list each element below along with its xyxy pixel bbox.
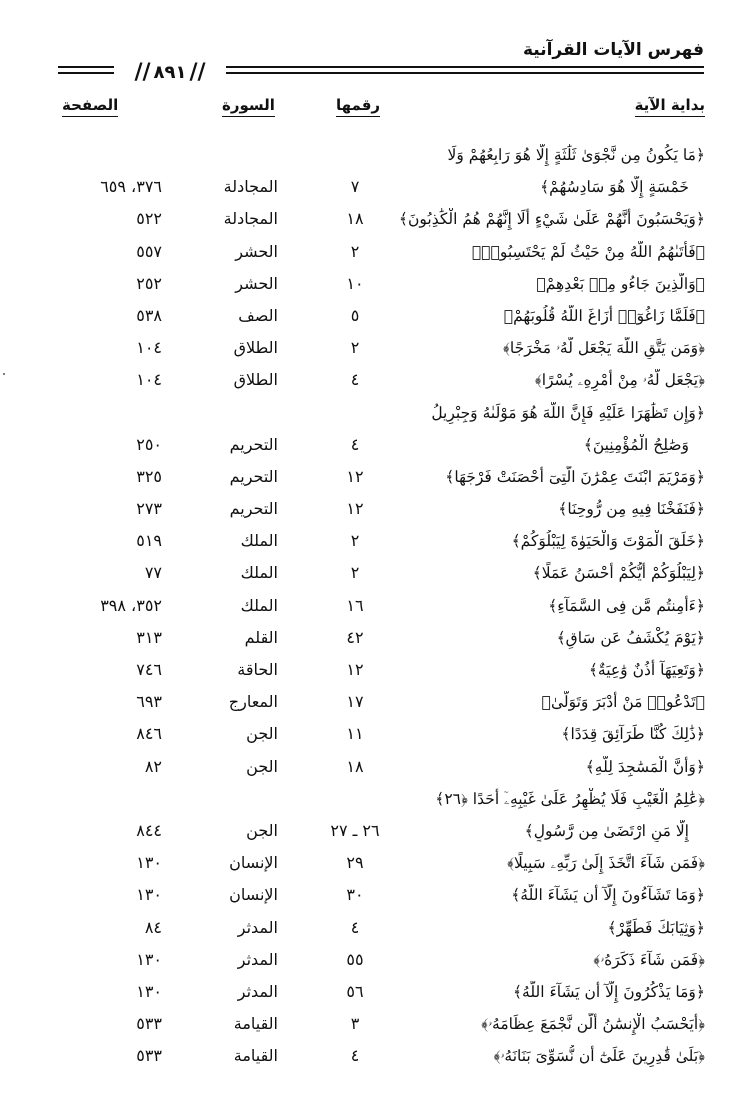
verse-number: ٧	[350, 177, 360, 197]
table-row	[0, 398, 749, 430]
verse-number: ٤	[350, 917, 360, 937]
sura-name: المدثر	[237, 917, 278, 937]
page-reference: ٥٣٣	[136, 1046, 162, 1066]
column-header-page: الصفحة	[62, 96, 118, 117]
table-row	[0, 365, 749, 397]
sura-name: الحاقة	[237, 660, 278, 679]
divider-mark: //	[134, 59, 151, 85]
table-row	[0, 655, 749, 687]
verse-text: ﴿فَنَفَخْنَا فِيهِ مِن رُّوحِنَا﴾	[558, 500, 705, 519]
page-reference: ١٠٤	[136, 370, 162, 390]
sura-name: التحريم	[229, 499, 278, 519]
column-header-verse-start: بداية الآية	[635, 96, 705, 117]
verse-text: ﴿لِيَبْلُوَكُمْ أَيُّكُمْ أَحْسَنُ عَمَلًا﴾	[532, 564, 705, 583]
verse-number: ١٦	[346, 595, 364, 615]
page-reference: ٢٥٠	[136, 434, 162, 454]
verse-text: ﴿خَلَقَ الْمَوْتَ وَالْحَيَوٰةَ لِيَبْلُوَكُمْ﴾	[511, 532, 705, 551]
column-header-sura: السورة	[222, 96, 275, 117]
table-row	[0, 591, 749, 623]
table-row	[0, 880, 749, 912]
page-reference: ٨٤٤	[136, 820, 162, 840]
verse-number: ٤	[350, 1046, 360, 1066]
verse-number: ٢٦ ـ ٢٧	[330, 820, 380, 840]
verse-number: ١٨	[346, 209, 364, 229]
table-row	[0, 623, 749, 655]
verse-number: ٥٦	[346, 981, 364, 1001]
running-header	[58, 36, 704, 88]
verse-number: ٣٠	[346, 885, 364, 905]
page-reference: ٥٥٧	[136, 241, 162, 261]
sura-name: القلم	[244, 627, 278, 647]
page-reference: ١٣٠	[136, 853, 162, 873]
verse-text: ﴿وَمَا تَشَآءُونَ إِلَّآ أَن يَشَآءَ اللَّهُ﴾	[511, 886, 705, 905]
verse-text: ﴿عَٰلِمُ الْغَيْبِ فَلَا يُظْهِرُ عَلَىٰ غَيْبِهِۦٓ أَحَدًا ﴿٢٦﴾	[435, 789, 705, 808]
sura-name: التحريم	[229, 466, 278, 486]
table-row	[0, 558, 749, 590]
verse-text: ﴿بَلَىٰ قَٰدِرِينَ عَلَىٰٓ أَن نُّسَوِّىَ بَنَانَهُۥ﴾	[493, 1047, 705, 1066]
page-reference: ٥٢٢	[136, 209, 162, 229]
verse-text: ﴿يَوْمَ يُكْشَفُ عَن سَاقٍ﴾	[556, 628, 705, 647]
table-row	[0, 945, 749, 977]
verse-text: ﴿وَمَا يَذْكُرُونَ إِلَّآ أَن يَشَآءَ اللَّهُ﴾	[512, 982, 705, 1001]
sura-name: الجن	[246, 724, 278, 744]
verse-number: ٢	[350, 241, 360, 261]
verse-text: ﴿ذَٰلِكَ كُنَّا طَرَآئِقَ قِدَدًا﴾	[561, 725, 705, 744]
verse-text: ﴿يَجْعَل لَّهُۥ مِنْ أَمْرِهِۦ يُسْرًا﴾	[534, 371, 705, 390]
table-row	[0, 752, 749, 784]
verse-number: ٤٢	[346, 627, 364, 647]
verse-text: ﴿تَدْعُوا۟ مَنْ أَدْبَرَ وَتَوَلَّىٰ﴾	[541, 693, 705, 712]
sura-name: القيامة	[233, 1014, 278, 1034]
page-reference: ٣٢٥	[136, 466, 162, 486]
verse-text: ﴿وَيَحْسَبُونَ أَنَّهُمْ عَلَىٰ شَيْءٍ أَلَا إِنَّهُمْ هُمُ الْكَٰذِبُونَ﴾	[398, 210, 705, 229]
table-row	[0, 140, 749, 172]
verse-number: ٥٥	[346, 949, 364, 969]
page-reference: ٥١٩	[136, 531, 162, 551]
table-row	[0, 237, 749, 269]
sura-name: الطلاق	[233, 338, 278, 358]
page-reference: ٣٧٦، ٦٥٩	[100, 177, 162, 197]
page-reference: ٨٤٦	[136, 724, 162, 744]
sura-name: الملك	[240, 563, 278, 583]
verse-text: ﴿وَتَعِيَهَآ أُذُنٌ وَٰعِيَةٌ﴾	[588, 661, 705, 679]
sura-name: المجادلة	[223, 209, 278, 229]
sura-name: المدثر	[237, 981, 278, 1001]
page-reference: ٢٥٢	[136, 273, 162, 293]
table-row	[0, 172, 749, 204]
sura-name: المعارج	[228, 692, 278, 712]
table-row	[0, 1009, 749, 1041]
page-reference: ١٠٤	[136, 338, 162, 358]
sura-name: الطلاق	[233, 370, 278, 390]
verse-text: ﴿وَأَنَّ الْمَسَٰجِدَ لِلَّهِ﴾	[585, 757, 705, 776]
verse-text: ﴿فَمَن شَآءَ اتَّخَذَ إِلَىٰ رَبِّهِۦ سَبِيلًا﴾	[507, 854, 705, 873]
table-row	[0, 526, 749, 558]
verse-number: ٢	[350, 563, 360, 583]
verse-text: خَمْسَةٍ إِلَّا هُوَ سَادِسُهُمْ﴾	[540, 178, 689, 197]
page-reference: ٣١٣	[136, 627, 162, 647]
table-row	[0, 816, 749, 848]
sura-name: الملك	[240, 595, 278, 615]
verse-text: إِلَّا مَنِ ارْتَضَىٰ مِن رَّسُولٍ﴾	[524, 821, 689, 840]
page-reference: ٢٧٣	[136, 499, 162, 519]
verse-text: ﴿فَمَن شَآءَ ذَكَرَهُۥ﴾	[593, 950, 705, 969]
verse-text: ﴿وَالَّذِينَ جَاءُو مِنۢ بَعْدِهِمْ﴾	[536, 274, 705, 293]
table-row	[0, 204, 749, 236]
column-header-verse-number: رقمها	[336, 96, 380, 117]
sura-name: القيامة	[233, 1046, 278, 1066]
verse-number: ٥	[350, 305, 360, 325]
table-row	[0, 333, 749, 365]
header-title: فهرس الآيات القرآنية	[522, 40, 704, 60]
table-row	[0, 913, 749, 945]
verse-number: ٢٩	[346, 853, 364, 873]
verse-text: ﴿وَمَرْيَمَ ابْنَتَ عِمْرَٰنَ الَّتِىٓ أَحْصَنَتْ فَرْجَهَا﴾	[445, 467, 705, 486]
scan-speck	[3, 373, 5, 375]
page-number-box	[114, 58, 226, 86]
verse-text: ﴿ءَأَمِنتُم مَّن فِى السَّمَآءِ﴾	[548, 596, 705, 615]
verse-number: ١٧	[346, 692, 364, 712]
verse-text: ﴿فَلَمَّا زَاغُوٓا۟ أَزَاغَ اللَّهُ قُلُوبَهُمْ﴾	[503, 306, 705, 325]
page-reference: ١٣٠	[136, 885, 162, 905]
page-reference: ٨٢	[144, 756, 162, 776]
verse-text: ﴿وَثِيَابَكَ فَطَهِّرْ﴾	[607, 918, 705, 937]
table-row	[0, 848, 749, 880]
verse-number: ١٢	[346, 499, 364, 519]
verse-text: ﴿وَمَن يَتَّقِ اللَّهَ يَجْعَل لَّهُۥ مَخْرَجًا﴾	[503, 339, 705, 358]
verse-text: ﴿وَإِن تَظَٰهَرَا عَلَيْهِ فَإِنَّ اللَّهَ هُوَ مَوْلَىٰهُ وَجِبْرِيلُ	[431, 403, 705, 422]
table-row	[0, 494, 749, 526]
sura-name: الصف	[238, 305, 278, 325]
page-number: ٨٩١	[153, 61, 187, 83]
verse-text: وَصَٰلِحُ الْمُؤْمِنِينَ﴾	[583, 435, 689, 454]
verse-number: ٤	[350, 434, 360, 454]
verse-number: ١١	[346, 724, 364, 744]
verse-number: ٢	[350, 531, 360, 551]
sura-name: الجن	[246, 820, 278, 840]
table-row	[0, 977, 749, 1009]
page-reference: ٥٣٣	[136, 1014, 162, 1034]
sura-name: الحشر	[235, 273, 278, 293]
page-reference: ٧٧	[144, 563, 162, 583]
sura-name: التحريم	[229, 434, 278, 454]
sura-name: الملك	[240, 531, 278, 551]
verse-number: ٢	[350, 338, 360, 358]
verse-number: ٤	[350, 370, 360, 390]
table-row	[0, 301, 749, 333]
verse-number: ٣	[350, 1014, 360, 1034]
verse-number: ١٠	[346, 273, 364, 293]
table-row	[0, 1041, 749, 1073]
verse-text: ﴿مَا يَكُونُ مِن نَّجْوَىٰ ثَلَٰثَةٍ إِلَّا هُوَ رَابِعُهُمْ وَلَا	[447, 146, 705, 164]
verse-number: ١٢	[346, 660, 364, 679]
sura-name: الجن	[246, 756, 278, 776]
page-reference: ٦٩٣	[136, 692, 162, 712]
page-reference: ١٣٠	[136, 949, 162, 969]
divider-mark: //	[189, 59, 206, 85]
table-row	[0, 430, 749, 462]
table-row	[0, 269, 749, 301]
verse-text: ﴿أَيَحْسَبُ الْإِنسَٰنُ أَلَّن نَّجْمَعَ عِظَامَهُۥ﴾	[481, 1015, 705, 1034]
page-reference: ٨٤	[144, 917, 162, 937]
verse-number: ١٨	[346, 756, 364, 776]
sura-name: المدثر	[237, 949, 278, 969]
page-reference: ٣٥٢، ٣٩٨	[100, 595, 162, 615]
sura-name: الإنسان	[229, 853, 278, 873]
sura-name: الإنسان	[229, 885, 278, 905]
table-row	[0, 687, 749, 719]
verse-number: ١٢	[346, 466, 364, 486]
sura-name: الحشر	[235, 241, 278, 261]
table-row	[0, 784, 749, 816]
table-row	[0, 462, 749, 494]
sura-name: المجادلة	[223, 177, 278, 197]
index-table	[0, 140, 749, 1073]
page-reference: ١٣٠	[136, 981, 162, 1001]
page-reference: ٥٣٨	[136, 305, 162, 325]
table-row	[0, 719, 749, 751]
page-reference: ٧٤٦	[136, 660, 162, 679]
verse-text: ﴿فَأَتَىٰهُمُ اللَّهُ مِنْ حَيْثُ لَمْ يَحْتَسِبُوا۟﴾	[471, 242, 705, 261]
